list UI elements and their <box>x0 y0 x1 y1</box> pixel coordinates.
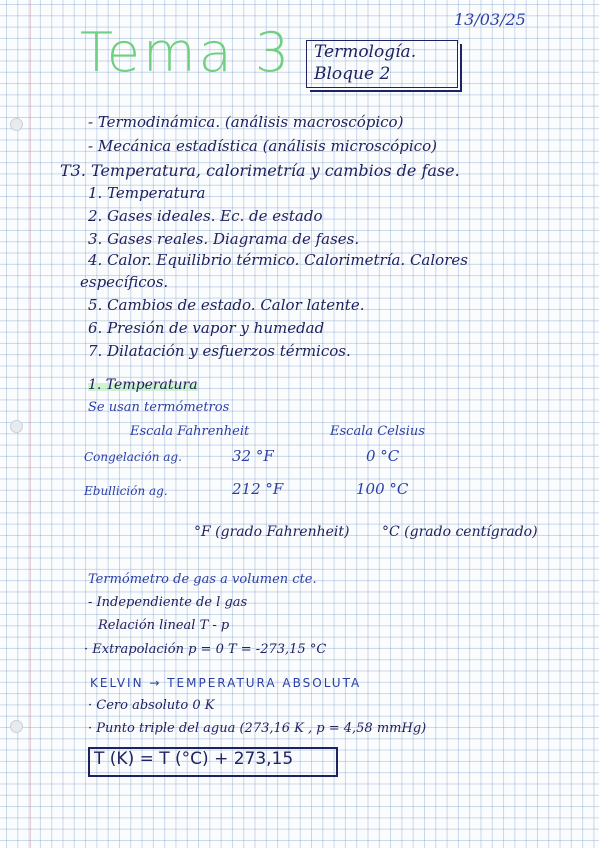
gas-thermometer-title: Termómetro de gas a volumen cte. <box>88 572 317 587</box>
value-f: 32 °F <box>232 447 274 465</box>
outline-item: específicos. <box>80 273 169 291</box>
kelvin-title: KELVIN → TEMPERATURA ABSOLUTA <box>90 676 362 690</box>
value-f: 212 °F <box>232 480 284 498</box>
subject-line-1: Termología. <box>314 42 417 62</box>
outline-item: 5. Cambios de estado. Calor latente. <box>88 296 365 314</box>
outline-item: 6. Presión de vapor y humedad <box>88 319 325 337</box>
col-fahrenheit: Escala Fahrenheit <box>130 424 250 439</box>
gas-bullet: · Extrapolación p = 0 T = -273,15 °C <box>84 642 327 657</box>
punch-hole <box>10 720 23 733</box>
subject-line-2: Bloque 2 <box>314 64 391 84</box>
date: 13/03/25 <box>454 10 526 29</box>
value-c: 100 °C <box>356 480 409 498</box>
gas-bullet: Relación lineal T - p <box>98 618 230 633</box>
col-celsius: Escala Celsius <box>330 424 425 439</box>
kelvin-formula: T (K) = T (°C) + 273,15 <box>94 749 294 769</box>
unit-fahrenheit: °F (grado Fahrenheit) <box>194 524 350 540</box>
outline-item: 3. Gases reales. Diagrama de fases. <box>88 230 360 248</box>
punch-hole <box>10 420 23 433</box>
value-c: 0 °C <box>366 447 400 465</box>
outline-item: 4. Calor. Equilibrio térmico. Calorimetría. Calores <box>88 251 468 269</box>
intro-line-2: - Mecánica estadística (análisis microscópico) <box>88 137 437 155</box>
row-label: Ebullición ag. <box>84 484 168 498</box>
punch-hole <box>10 118 23 131</box>
outline-item: 2. Gases ideales. Ec. de estado <box>88 207 323 225</box>
section-note: Se usan termómetros <box>88 400 230 415</box>
outline-item: 7. Dilatación y esfuerzos térmicos. <box>88 342 351 360</box>
outline-item: 1. Temperatura <box>88 184 206 202</box>
margin-line <box>30 0 31 848</box>
page-title: Tema 3 <box>80 21 293 84</box>
section-heading: 1. Temperatura <box>88 377 198 393</box>
intro-line-1: - Termodinámica. (análisis macroscópico) <box>88 113 404 131</box>
gas-bullet: - Independiente de l gas <box>88 595 248 610</box>
unit-celsius: °C (grado centígrado) <box>382 524 538 540</box>
row-label: Congelación ag. <box>84 450 182 464</box>
kelvin-bullet: · Cero absoluto 0 K <box>88 698 215 713</box>
kelvin-bullet: · Punto triple del agua (273,16 K , p = 4,58 mmHg) <box>88 721 427 736</box>
chapter-title: T3. Temperatura, calorimetría y cambios de fase. <box>60 161 460 180</box>
